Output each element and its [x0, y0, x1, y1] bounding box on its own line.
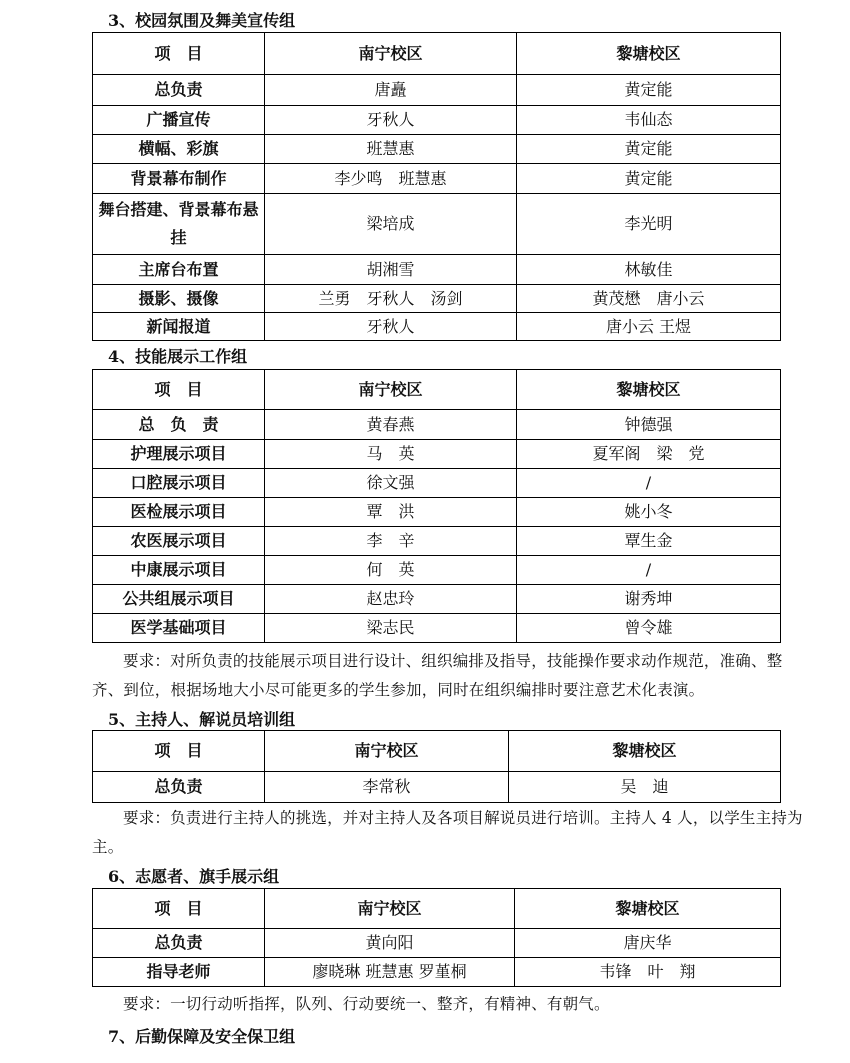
- table-row: [93, 772, 781, 803]
- row-litang: 唐小云 王煜: [517, 313, 781, 341]
- row-litang: 黄定能: [517, 164, 781, 194]
- table-header-row: [93, 370, 781, 410]
- row-litang: 钟德强: [517, 410, 781, 440]
- row-nanning: 唐矗: [265, 75, 517, 106]
- row-item: 横幅、彩旗: [93, 135, 265, 164]
- header-litang: 黎塘校区: [515, 889, 781, 929]
- row-litang: 姚小冬: [517, 498, 781, 527]
- row-item: 主席台布置: [93, 255, 265, 285]
- table-row: [93, 255, 781, 285]
- section-6-table: [92, 888, 781, 987]
- row-nanning: 覃 洪: [265, 498, 517, 527]
- header-litang: 黎塘校区: [517, 370, 781, 410]
- row-item: 公共组展示项目: [93, 585, 265, 614]
- row-litang: 唐庆华: [515, 929, 781, 958]
- row-litang: 黄定能: [517, 135, 781, 164]
- row-litang: 黄茂懋 唐小云: [517, 285, 781, 313]
- row-nanning: 黄向阳: [265, 929, 515, 958]
- row-nanning: 马 英: [265, 440, 517, 469]
- header-item: 项 目: [93, 33, 265, 75]
- row-litang: 韦仙态: [517, 106, 781, 135]
- row-item: 总负责: [93, 75, 265, 106]
- section-5-requirement: 要求：负责进行主持人的挑选，并对主持人及各项目解说员进行培训。主持人 4 人，以学生主持为主。: [92, 809, 803, 856]
- row-nanning: 徐文强: [265, 469, 517, 498]
- table-row: [93, 285, 781, 313]
- header-item: 项 目: [93, 370, 265, 410]
- section-6-heading: 6、志愿者、旗手展示组: [108, 867, 280, 886]
- row-litang: /: [517, 556, 781, 585]
- header-item: 项 目: [93, 889, 265, 929]
- row-item: 新闻报道: [93, 313, 265, 341]
- table-row: [93, 440, 781, 469]
- row-item: 护理展示项目: [93, 440, 265, 469]
- row-item: 总负责: [93, 929, 265, 958]
- table-row: [93, 313, 781, 341]
- row-litang: 林敏佳: [517, 255, 781, 285]
- row-nanning: 廖晓琳 班慧惠 罗堇桐: [265, 958, 515, 987]
- row-litang: 黄定能: [517, 75, 781, 106]
- section-5-heading: 5、主持人、解说员培训组: [108, 710, 296, 729]
- row-item: 总负责: [93, 772, 265, 803]
- table-row: [93, 106, 781, 135]
- table-row: [93, 135, 781, 164]
- table-row: [93, 164, 781, 194]
- table-row: [93, 929, 781, 958]
- row-nanning: 梁志民: [265, 614, 517, 643]
- row-litang: 覃生金: [517, 527, 781, 556]
- table-row: [93, 958, 781, 987]
- section-7-heading: 7、后勤保障及安全保卫组: [108, 1027, 296, 1046]
- section-6-requirement: 要求：一切行动听指挥，队列、行动要统一、整齐，有精神、有朝气。: [123, 995, 610, 1013]
- header-litang: 黎塘校区: [517, 33, 781, 75]
- section-3-table: [92, 32, 781, 341]
- section-4-table: [92, 369, 781, 643]
- row-nanning: 李常秋: [265, 772, 509, 803]
- row-litang: 谢秀坤: [517, 585, 781, 614]
- row-nanning: 黄春燕: [265, 410, 517, 440]
- row-nanning: 兰勇 牙秋人 汤剑: [265, 285, 517, 313]
- row-litang: 韦锋 叶 翔: [515, 958, 781, 987]
- header-litang: 黎塘校区: [509, 731, 781, 772]
- table-row: [93, 585, 781, 614]
- row-nanning: 梁培成: [265, 194, 517, 255]
- table-row: [93, 498, 781, 527]
- row-litang: 吴 迪: [509, 772, 781, 803]
- row-item: 背景幕布制作: [93, 164, 265, 194]
- header-nanning: 南宁校区: [265, 33, 517, 75]
- table-header-row: [93, 33, 781, 75]
- table-header-row: [93, 889, 781, 929]
- row-item: 农医展示项目: [93, 527, 265, 556]
- row-litang: 夏军阁 梁 党: [517, 440, 781, 469]
- row-litang: /: [517, 469, 781, 498]
- header-nanning: 南宁校区: [265, 889, 515, 929]
- row-item: 中康展示项目: [93, 556, 265, 585]
- row-item: 总 负 责: [93, 410, 265, 440]
- row-item: 医检展示项目: [93, 498, 265, 527]
- table-row: [93, 194, 781, 255]
- row-litang: 李光明: [517, 194, 781, 255]
- row-nanning: 李少鸣 班慧惠: [265, 164, 517, 194]
- row-nanning: 班慧惠: [265, 135, 517, 164]
- section-4-heading: 4、技能展示工作组: [108, 347, 248, 366]
- row-item: 广播宣传: [93, 106, 265, 135]
- table-row: [93, 556, 781, 585]
- row-nanning: 胡湘雪: [265, 255, 517, 285]
- row-item: 医学基础项目: [93, 614, 265, 643]
- header-nanning: 南宁校区: [265, 731, 509, 772]
- table-row: [93, 469, 781, 498]
- row-item: 口腔展示项目: [93, 469, 265, 498]
- row-nanning: 牙秋人: [265, 313, 517, 341]
- table-header-row: [93, 731, 781, 772]
- table-row: [93, 410, 781, 440]
- row-nanning: 牙秋人: [265, 106, 517, 135]
- table-row: [93, 527, 781, 556]
- table-row: [93, 75, 781, 106]
- row-litang: 曾令雄: [517, 614, 781, 643]
- header-nanning: 南宁校区: [265, 370, 517, 410]
- section-4-requirement: 要求：对所负责的技能展示项目进行设计、组织编排及指导，技能操作要求动作规范，准确、整齐、到位，根据场地大小尽可能更多的学生参加，同时在组织编排时要注意艺术化表演。: [92, 652, 783, 699]
- row-nanning: 李 辛: [265, 527, 517, 556]
- row-item: 舞台搭建、背景幕布悬挂: [93, 194, 265, 255]
- table-row: [93, 614, 781, 643]
- row-item: 指导老师: [93, 958, 265, 987]
- row-nanning: 何 英: [265, 556, 517, 585]
- row-nanning: 赵忠玲: [265, 585, 517, 614]
- row-item: 摄影、摄像: [93, 285, 265, 313]
- section-5-table: [92, 730, 781, 803]
- section-3-heading: 3、校园氛围及舞美宣传组: [108, 11, 296, 30]
- header-item: 项 目: [93, 731, 265, 772]
